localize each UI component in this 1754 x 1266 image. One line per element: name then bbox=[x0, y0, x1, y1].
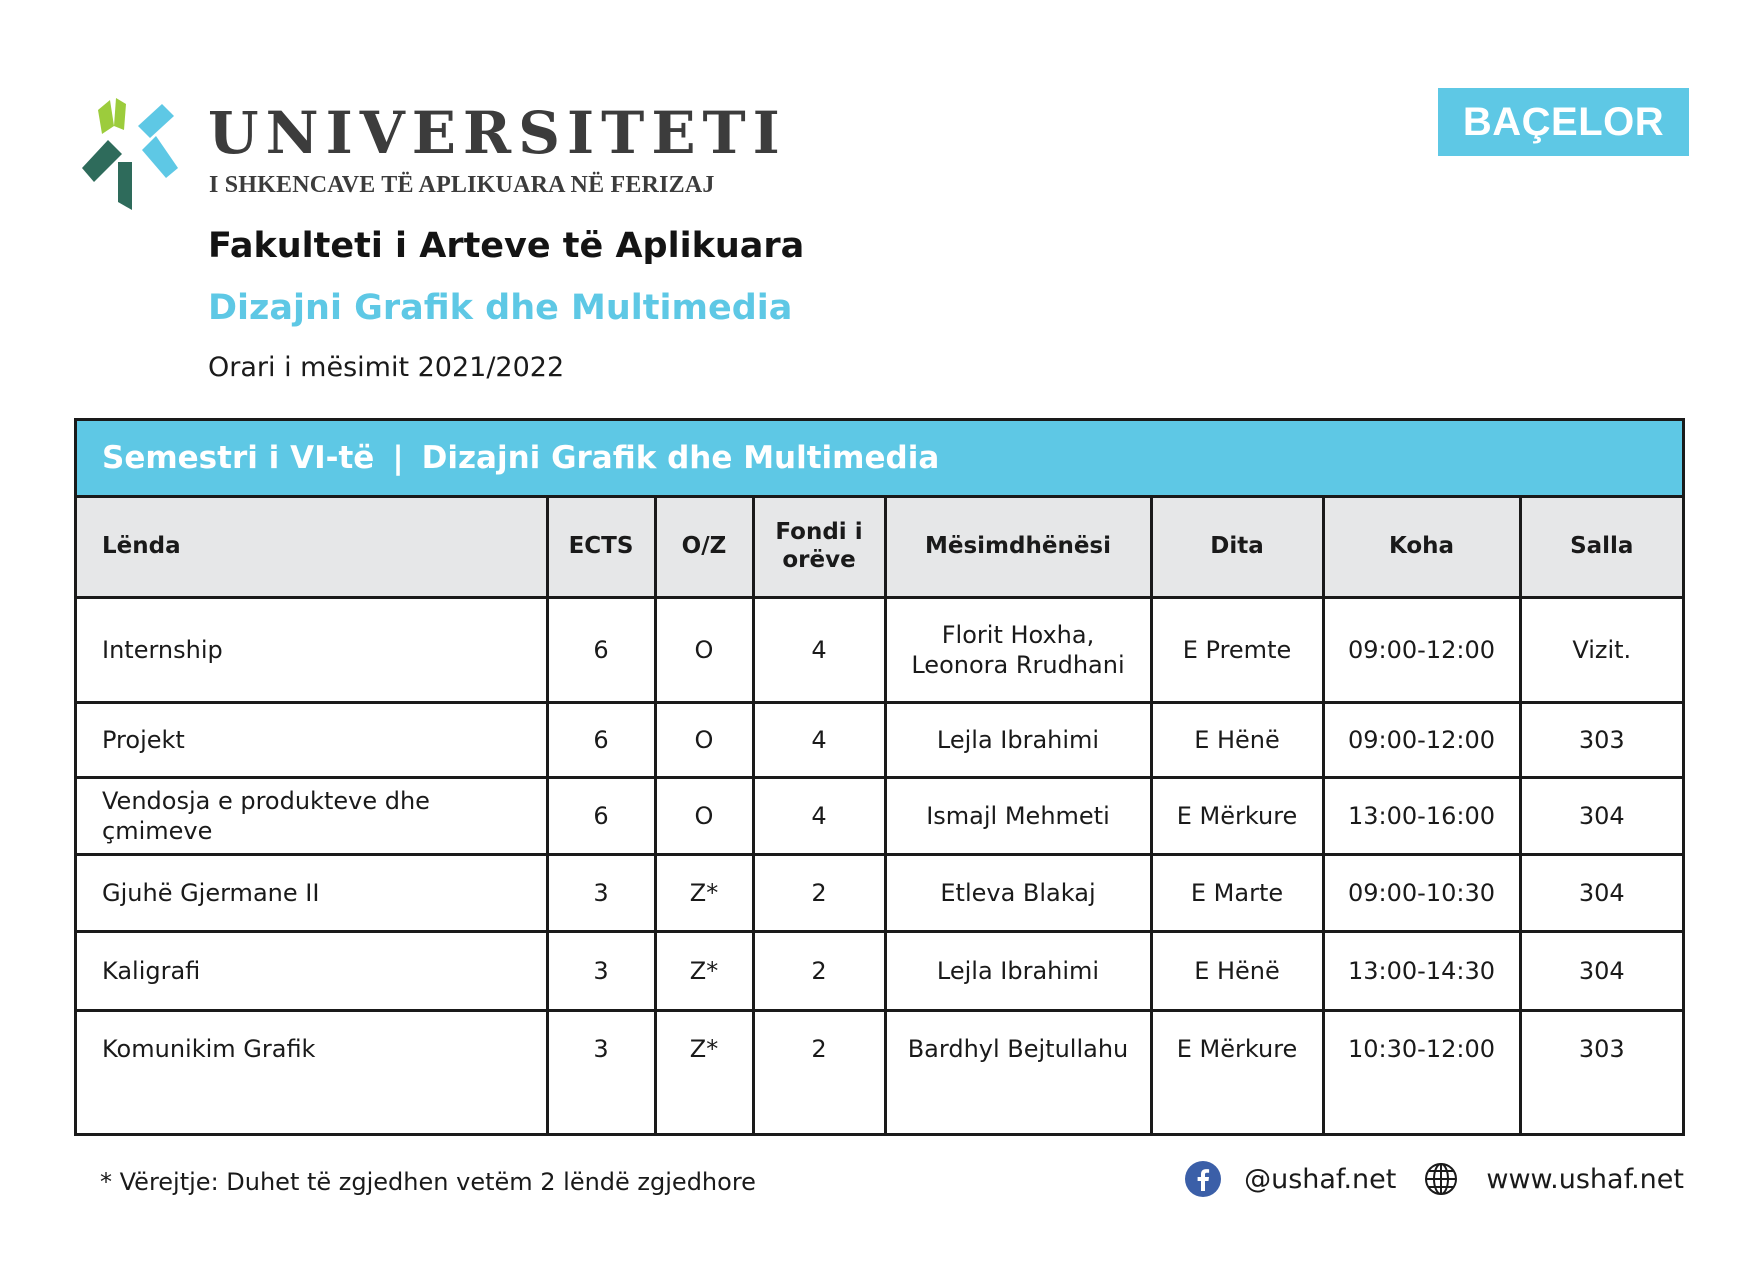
cell-subject: Gjuhë Gjermane II bbox=[77, 855, 547, 932]
university-name: UNIVERSITETI bbox=[208, 99, 787, 167]
cell-subject: Vendosja e produkteve dhe çmimeve bbox=[77, 778, 547, 855]
cell-time: 10:30-12:00 bbox=[1323, 1011, 1520, 1134]
teacher-name: Florit Hoxha, bbox=[941, 621, 1095, 649]
cell-time: 13:00-16:00 bbox=[1323, 778, 1520, 855]
cell-room: Vizit. bbox=[1520, 598, 1682, 703]
cell-subject: Komunikim Grafik bbox=[77, 1011, 547, 1134]
cell-time: 09:00-10:30 bbox=[1323, 855, 1520, 932]
title-separator: | bbox=[392, 440, 404, 476]
schedule-grid bbox=[77, 498, 1682, 1133]
cell-day: E Hënë bbox=[1151, 703, 1323, 778]
cell-room: 303 bbox=[1578, 1035, 1625, 1063]
schedule-table bbox=[74, 418, 1685, 1136]
cell-room: 304 bbox=[1520, 932, 1682, 1011]
cell-subject: Kaligrafi bbox=[77, 932, 547, 1011]
cell-teacher: Etleva Blakaj bbox=[885, 855, 1151, 932]
program-title: Dizajni Grafik dhe Multimedia bbox=[208, 288, 793, 328]
cell-subject: Internship bbox=[77, 598, 547, 703]
degree-badge: BAÇELOR bbox=[1438, 88, 1689, 156]
cell-ects: 6 bbox=[547, 778, 655, 855]
cell-oz: O bbox=[655, 598, 753, 703]
col-header-time: Koha bbox=[1323, 498, 1520, 598]
cell-oz: Z* bbox=[655, 932, 753, 1011]
elective-note: * Vërejtje: Duhet të zgjedhen vetëm 2 lëndë zgjedhore bbox=[100, 1168, 756, 1196]
cell-day: E Marte bbox=[1151, 855, 1323, 932]
cell-day: E Hënë bbox=[1151, 932, 1323, 1011]
cell-teacher: Lejla Ibrahimi bbox=[885, 932, 1151, 1011]
cell-day: E Mërkure bbox=[1151, 778, 1323, 855]
table-title bbox=[77, 421, 1682, 498]
table-header-row bbox=[77, 498, 1682, 598]
table-row bbox=[77, 703, 1682, 778]
cell-hours: 2 bbox=[753, 932, 885, 1011]
cell-ects: 6 bbox=[547, 598, 655, 703]
facebook-link[interactable]: @ushaf.net bbox=[1244, 1163, 1397, 1195]
table-row bbox=[77, 855, 1682, 932]
faculty-title: Fakulteti i Arteve të Aplikuara bbox=[208, 226, 805, 266]
col-header-day: Dita bbox=[1151, 498, 1323, 598]
cell-hours: 2 bbox=[753, 1011, 885, 1134]
cell-teacher: Ismajl Mehmeti bbox=[885, 778, 1151, 855]
cell-teacher: Bardhyl Bejtullahu bbox=[885, 1011, 1151, 1134]
cell-room: 303 bbox=[1520, 703, 1682, 778]
university-subtitle: I SHKENCAVE TË APLIKUARA NË FERIZAJ bbox=[209, 172, 715, 198]
social-links bbox=[1184, 1160, 1684, 1198]
cell-room: 304 bbox=[1520, 778, 1682, 855]
cell-ects: 3 bbox=[547, 855, 655, 932]
cell-ects: 6 bbox=[547, 703, 655, 778]
globe-icon bbox=[1422, 1160, 1460, 1198]
table-row bbox=[77, 598, 1682, 703]
cell-day: E Mërkure bbox=[1151, 1011, 1323, 1134]
cell-ects: 3 bbox=[547, 1011, 655, 1134]
cell-teacher: Lejla Ibrahimi bbox=[885, 703, 1151, 778]
cell-hours: 4 bbox=[753, 778, 885, 855]
cell-ects: 3 bbox=[547, 932, 655, 1011]
col-header-teacher: Mësimdhënësi bbox=[885, 498, 1151, 598]
cell-oz: O bbox=[655, 703, 753, 778]
cell-day: E Premte bbox=[1151, 598, 1323, 703]
table-row bbox=[77, 778, 1682, 855]
col-header-ects: ECTS bbox=[547, 498, 655, 598]
cell-room: 304 bbox=[1520, 855, 1682, 932]
university-logo-mark bbox=[80, 96, 180, 214]
website-link[interactable]: www.ushaf.net bbox=[1486, 1163, 1684, 1195]
cell-oz: Z* bbox=[655, 1011, 753, 1134]
col-header-room: Salla bbox=[1520, 498, 1682, 598]
cell-time: 13:00-14:30 bbox=[1323, 932, 1520, 1011]
cell-hours: 4 bbox=[753, 703, 885, 778]
cell-time: 09:00-12:00 bbox=[1323, 703, 1520, 778]
schedule-year: Orari i mësimit 2021/2022 bbox=[208, 352, 565, 383]
cell-oz: O bbox=[655, 778, 753, 855]
table-row bbox=[77, 932, 1682, 1011]
semester-label: Semestri i VI-të bbox=[102, 440, 375, 476]
facebook-icon[interactable] bbox=[1184, 1160, 1222, 1198]
col-header-hours: Fondi i orëve bbox=[753, 498, 885, 598]
table-row bbox=[77, 1011, 1682, 1134]
cell-teacher bbox=[885, 598, 1151, 703]
table-program-label: Dizajni Grafik dhe Multimedia bbox=[421, 440, 940, 476]
col-header-subject: Lënda bbox=[77, 498, 547, 598]
teacher-name: Leonora Rrudhani bbox=[911, 651, 1125, 679]
cell-oz: Z* bbox=[655, 855, 753, 932]
cell-hours: 2 bbox=[753, 855, 885, 932]
cell-subject: Projekt bbox=[77, 703, 547, 778]
cell-hours: 4 bbox=[753, 598, 885, 703]
col-header-oz: O/Z bbox=[655, 498, 753, 598]
cell-time: 09:00-12:00 bbox=[1323, 598, 1520, 703]
